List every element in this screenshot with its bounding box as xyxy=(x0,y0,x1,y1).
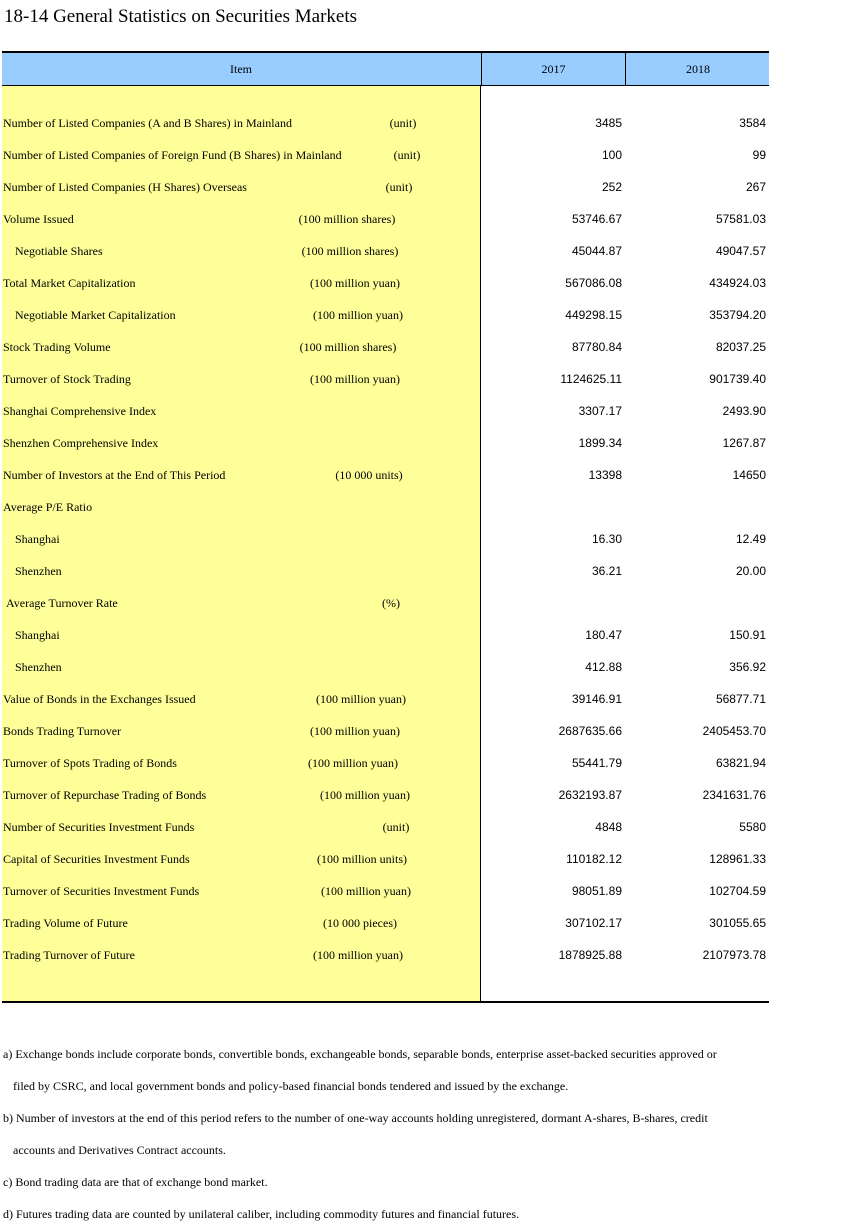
row-label: Value of Bonds in the Exchanges Issued xyxy=(3,692,196,706)
value-2017: 3485 xyxy=(595,116,622,130)
value-2017: 53746.67 xyxy=(571,212,622,226)
row-label: Capital of Securities Investment Funds xyxy=(3,852,190,866)
row-label: Turnover of Repurchase Trading of Bonds xyxy=(3,788,207,802)
value-2017: 16.30 xyxy=(591,532,622,546)
table-row xyxy=(2,299,769,331)
value-2018: 150.91 xyxy=(729,628,766,642)
footnote-line: c) Bond trading data are that of exchange bond market. xyxy=(3,1175,268,1189)
table-row xyxy=(2,875,769,907)
value-2017: 100 xyxy=(601,148,622,162)
row-unit: (100 million yuan) xyxy=(321,884,411,898)
value-2018: 49047.57 xyxy=(715,244,766,258)
table-row xyxy=(2,395,769,427)
value-2018: 2107973.78 xyxy=(702,948,766,962)
row-label: Shanghai Comprehensive Index xyxy=(3,404,157,418)
row-label: Shanghai xyxy=(15,628,60,642)
page-title: 18-14 General Statistics on Securities Markets xyxy=(4,6,358,27)
value-2018: 353794.20 xyxy=(709,308,766,322)
row-label: Number of Listed Companies of Foreign Fund (B Shares) in Mainland xyxy=(3,148,342,162)
row-label: Negotiable Market Capitalization xyxy=(15,308,176,322)
value-2017: 2687635.66 xyxy=(558,724,622,738)
table-row xyxy=(2,235,769,267)
value-2018: 14650 xyxy=(732,468,766,482)
value-2018: 2341631.76 xyxy=(702,788,766,802)
footnote-line: accounts and Derivatives Contract accounts. xyxy=(13,1143,226,1157)
table-header xyxy=(2,51,769,86)
value-2017: 449298.15 xyxy=(565,308,622,322)
row-unit: (100 million yuan) xyxy=(310,276,400,290)
table-row xyxy=(2,555,769,587)
table-row xyxy=(2,939,769,971)
row-label: Negotiable Shares xyxy=(15,244,103,258)
table-row xyxy=(2,267,769,299)
row-label: Shanghai xyxy=(15,532,60,546)
table-row xyxy=(2,171,769,203)
value-2017: 567086.08 xyxy=(565,276,622,290)
value-2018: 57581.03 xyxy=(715,212,766,226)
table-row xyxy=(2,363,769,395)
table-row xyxy=(2,843,769,875)
row-unit: (100 million yuan) xyxy=(320,788,410,802)
row-label: Bonds Trading Turnover xyxy=(3,724,122,738)
footnote-line: d) Futures trading data are counted by unilateral caliber, including commodity futures and financial futures. xyxy=(3,1207,520,1221)
footnote-line: filed by CSRC, and local government bonds and policy-based financial bonds tendered and issued by the exchange. xyxy=(13,1079,569,1093)
value-2018: 12.49 xyxy=(735,532,766,546)
row-unit: (unit) xyxy=(393,148,421,162)
row-unit: (100 million yuan) xyxy=(310,372,400,386)
row-unit: (unit) xyxy=(389,116,417,130)
value-2018: 2493.90 xyxy=(722,404,766,418)
row-unit: (unit) xyxy=(385,180,413,194)
value-2018: 56877.71 xyxy=(715,692,766,706)
value-2017: 1878925.88 xyxy=(558,948,622,962)
row-unit: (100 million shares) xyxy=(298,212,396,226)
value-2018: 128961.33 xyxy=(709,852,766,866)
value-2018: 63821.94 xyxy=(715,756,766,770)
value-2017: 110182.12 xyxy=(566,852,622,866)
row-label: Number of Listed Companies (H Shares) Overseas xyxy=(3,180,247,194)
value-2017: 36.21 xyxy=(591,564,622,578)
value-2018: 102704.59 xyxy=(709,884,766,898)
row-label: Number of Listed Companies (A and B Shares) in Mainland xyxy=(3,116,292,130)
value-2018: 1267.87 xyxy=(722,436,766,450)
row-unit: (100 million units) xyxy=(317,852,407,866)
value-2017: 13398 xyxy=(588,468,622,482)
row-unit: (10 000 pieces) xyxy=(323,916,397,930)
footnote-line: b) Number of investors at the end of this period refers to the number of one-way accounts holding unregistered, dormant A-shares, B-shares, credit xyxy=(3,1111,708,1125)
value-2017: 3307.17 xyxy=(578,404,622,418)
table-row xyxy=(2,587,769,619)
value-2018: 20.00 xyxy=(735,564,766,578)
footnote-line: a) Exchange bonds include corporate bonds, convertible bonds, exchangeable bonds, separable bonds, enterprise asset-backed securities approved or xyxy=(3,1047,717,1061)
row-unit: (100 million yuan) xyxy=(316,692,406,706)
row-label: Number of Investors at the End of This Period xyxy=(3,468,226,482)
row-label: Number of Securities Investment Funds xyxy=(3,820,195,834)
table-row xyxy=(2,747,769,779)
row-label: Trading Volume of Future xyxy=(3,916,128,930)
table-body xyxy=(2,86,769,1003)
value-2017: 252 xyxy=(601,180,622,194)
table-row xyxy=(2,491,769,523)
value-2018: 356.92 xyxy=(729,660,766,674)
row-unit: (unit) xyxy=(382,820,410,834)
footnotes xyxy=(3,1038,833,1230)
table-row xyxy=(2,459,769,491)
row-label: Turnover of Securities Investment Funds xyxy=(3,884,200,898)
value-2017: 87780.84 xyxy=(571,340,622,354)
table-row xyxy=(2,907,769,939)
value-2017: 1899.34 xyxy=(578,436,622,450)
value-2017: 39146.91 xyxy=(571,692,622,706)
table-row xyxy=(2,651,769,683)
table-row xyxy=(2,779,769,811)
header-item: Item xyxy=(230,62,252,76)
value-2018: 2405453.70 xyxy=(702,724,766,738)
row-unit: (10 000 units) xyxy=(335,468,403,482)
row-unit: (100 million yuan) xyxy=(308,756,398,770)
table-row xyxy=(2,811,769,843)
row-label: Shenzhen Comprehensive Index xyxy=(3,436,159,450)
value-2018: 901739.40 xyxy=(709,372,766,386)
value-2017: 1124625.11 xyxy=(560,372,622,386)
value-2018: 5580 xyxy=(739,820,766,834)
value-2018: 267 xyxy=(745,180,766,194)
value-2017: 307102.17 xyxy=(565,916,622,930)
table-row xyxy=(2,139,769,171)
header-2018: 2018 xyxy=(625,53,770,85)
row-label: Trading Turnover of Future xyxy=(3,948,135,962)
value-2017: 4848 xyxy=(595,820,622,834)
row-label: Total Market Capitalization xyxy=(3,276,136,290)
value-2018: 3584 xyxy=(739,116,766,130)
table-row xyxy=(2,331,769,363)
row-label: Stock Trading Volume xyxy=(3,340,111,354)
value-2017: 55441.79 xyxy=(571,756,622,770)
value-2017: 180.47 xyxy=(585,628,622,642)
row-label: Average Turnover Rate xyxy=(6,596,118,610)
value-2017: 45044.87 xyxy=(571,244,622,258)
row-unit: (%) xyxy=(382,596,400,610)
value-2018: 301055.65 xyxy=(709,916,766,930)
table-row xyxy=(2,107,769,139)
table-row xyxy=(2,683,769,715)
row-label: Shenzhen xyxy=(15,660,62,674)
row-unit: (100 million shares) xyxy=(299,340,397,354)
value-2017: 98051.89 xyxy=(571,884,622,898)
row-label: Volume Issued xyxy=(3,212,74,226)
row-label: Shenzhen xyxy=(15,564,62,578)
table-row xyxy=(2,715,769,747)
value-2017: 412.88 xyxy=(585,660,622,674)
row-unit: (100 million yuan) xyxy=(313,308,403,322)
table-rows xyxy=(2,107,769,971)
row-unit: (100 million yuan) xyxy=(310,724,400,738)
value-2017: 2632193.87 xyxy=(558,788,622,802)
table-row xyxy=(2,523,769,555)
value-2018: 82037.25 xyxy=(715,340,766,354)
value-2018: 434924.03 xyxy=(709,276,766,290)
row-label: Average P/E Ratio xyxy=(3,500,93,514)
table-row xyxy=(2,203,769,235)
value-2018: 99 xyxy=(752,148,766,162)
statistics-table xyxy=(2,51,769,1003)
row-label: Turnover of Stock Trading xyxy=(3,372,131,386)
table-row xyxy=(2,619,769,651)
row-label: Turnover of Spots Trading of Bonds xyxy=(3,756,177,770)
row-unit: (100 million yuan) xyxy=(313,948,403,962)
row-unit: (100 million shares) xyxy=(301,244,399,258)
header-2017: 2017 xyxy=(481,53,625,85)
table-row xyxy=(2,427,769,459)
